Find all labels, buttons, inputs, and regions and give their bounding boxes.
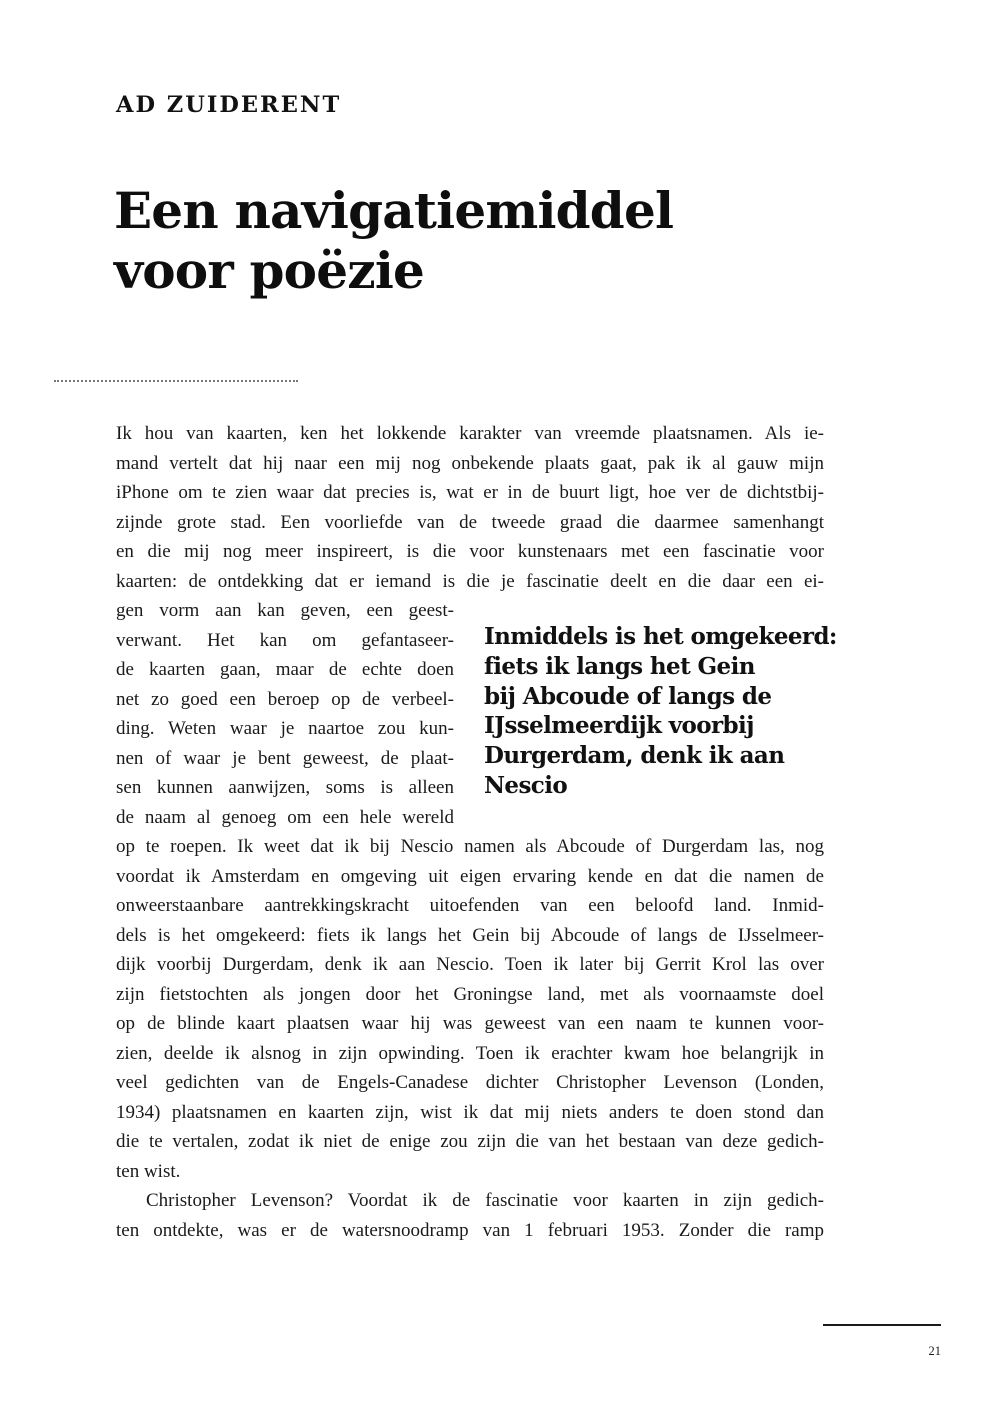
body-line: Ik hou van kaarten, ken het lokkende karakter van vreemde plaatsnamen. Als ie-: [116, 423, 824, 444]
body-line: kaarten: de ontdekking dat er iemand is die je fascinatie deelt en die daar een ei-: [116, 570, 824, 592]
body-line: zien, deelde ik alsnog in zijn opwinding. Toen ik erachter kwam hoe belangrijk in: [116, 1042, 824, 1064]
pull-quote-line: IJsselmeerdijk voorbij: [484, 712, 754, 740]
title-line: Een navigatiemiddel: [114, 181, 674, 240]
body-line: Christopher Levenson? Voordat ik de fascinatie voor kaarten in zijn gedich-: [146, 1190, 824, 1211]
body-line: iPhone om te zien waar dat precies is, wat er in de buurt ligt, hoe ver de dichtstbij-: [116, 482, 824, 503]
pull-quote: [484, 622, 884, 801]
body-line: zijnde grote stad. Een voorliefde van de tweede graad die daarmee samenhangt: [116, 511, 824, 533]
body-line: die te vertalen, zodat ik niet de enige zou zijn die van het bestaan van deze gedich-: [116, 1131, 824, 1152]
page-number: 21: [928, 1344, 941, 1358]
body-line: 1934) plaatsnamen en kaarten zijn, wist ik dat mij niets anders te doen stond dan: [116, 1101, 824, 1123]
body-line: dels is het omgekeerd: fiets ik langs het Gein bij Abcoude of langs de IJsselmeer-: [116, 924, 824, 946]
body-line: verwant. Het kan om gefantaseer-: [116, 629, 454, 651]
body-line: voordat ik Amsterdam en omgeving uit eigen ervaring kende en dat die namen de: [116, 865, 824, 887]
body-line: de kaarten gaan, maar de echte doen: [116, 659, 454, 680]
body-line: ten wist.: [116, 1160, 181, 1182]
body-line: mand vertelt dat hij naar een mij nog onbekende plaats gaat, pak ik al gauw mijn: [116, 452, 824, 474]
author-name: AD ZUIDERENT: [116, 92, 342, 118]
body-line: en die mij nog meer inspireert, is die voor kunstenaars met een fascinatie voor: [116, 541, 824, 562]
body-line: de naam al genoeg om een hele wereld: [116, 806, 454, 828]
body-line: net zo goed een beroep op de verbeel-: [116, 688, 454, 710]
dotted-divider: [54, 380, 298, 382]
body-line: veel gedichten van de Engels-Canadese dichter Christopher Levenson (Londen,: [116, 1072, 824, 1093]
body-line: dijk voorbij Durgerdam, denk ik aan Nescio. Toen ik later bij Gerrit Krol las over: [116, 954, 824, 975]
pull-quote-line: bij Abcoude of langs de: [484, 682, 772, 710]
body-line: onweerstaanbare aantrekkingskracht uitoefenden van een beloofd land. Inmid-: [116, 895, 824, 916]
body-line: op te roepen. Ik weet dat ik bij Nescio namen als Abcoude of Durgerdam las, nog: [116, 836, 824, 857]
title-line: voor poëzie: [114, 241, 425, 300]
article-title: [114, 181, 673, 301]
body-line: zijn fietstochten als jongen door het Groningse land, met als voornaamste doel: [116, 983, 824, 1005]
body-line: ding. Weten waar je naartoe zou kun-: [116, 718, 454, 739]
footer-rule: [823, 1324, 941, 1326]
pull-quote-line: Nescio: [484, 771, 568, 799]
pull-quote-line: fiets ik langs het Gein: [484, 652, 755, 680]
pull-quote-line: Durgerdam, denk ik aan: [484, 742, 785, 770]
body-line: op de blinde kaart plaatsen waar hij was geweest van een naam te kunnen voor-: [116, 1013, 824, 1034]
body-line: gen vorm aan kan geven, een geest-: [116, 600, 454, 621]
body-line: nen of waar je bent geweest, de plaat-: [116, 747, 454, 769]
body-line: sen kunnen aanwijzen, soms is alleen: [116, 777, 454, 798]
pull-quote-line: Inmiddels is het omgekeerd:: [484, 623, 837, 650]
body-line: ten ontdekte, was er de watersnoodramp van 1 februari 1953. Zonder die ramp: [116, 1219, 824, 1241]
